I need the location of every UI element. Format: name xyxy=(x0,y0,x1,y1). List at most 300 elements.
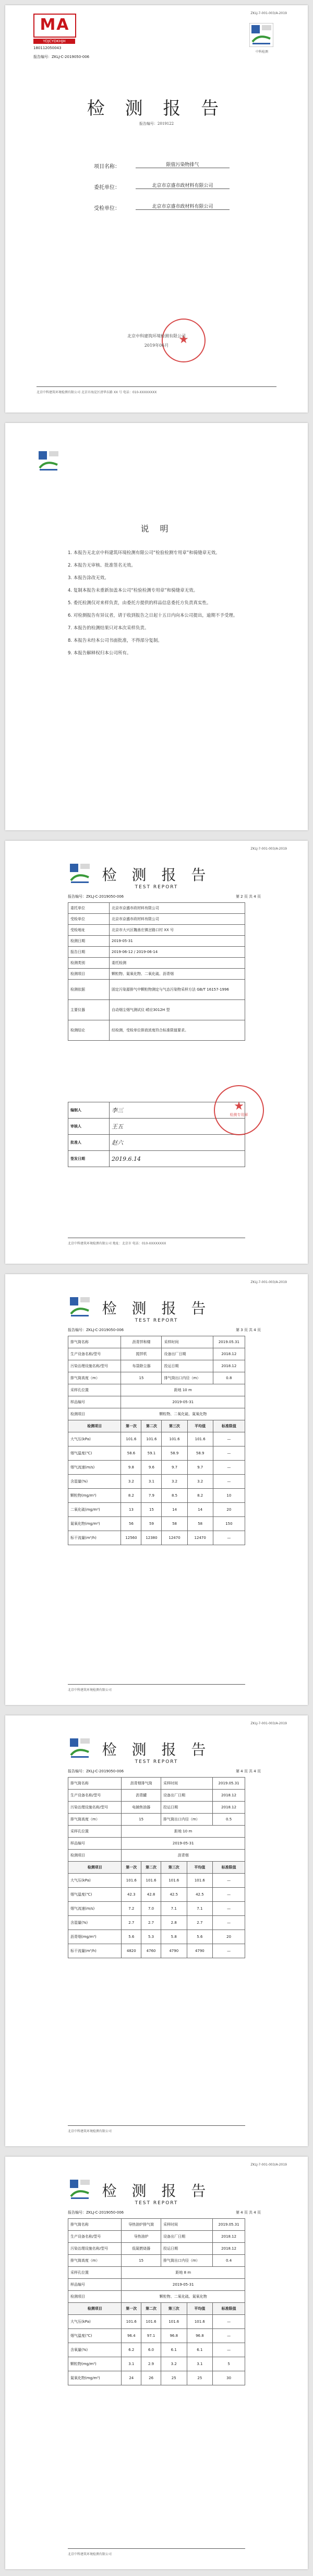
row-label: 大气压(kPa) xyxy=(68,1874,122,1888)
table-row xyxy=(68,1902,245,1916)
data-footer: 北京中科建筑环境检测有限公司 xyxy=(68,2130,112,2133)
column-header: 标准限值 xyxy=(213,1862,245,1874)
row-label: 检测类别 xyxy=(68,958,110,969)
note-item: 5. 委托检测仅对来样负责，由委托方提供的样品信息委托方负责真实性。 xyxy=(68,601,211,606)
notes-title: 说 明 xyxy=(140,524,173,534)
cover-footer: 北京中科建筑环境检测有限公司 北京市海淀区清华东路 XX 号 电话：010-XXXXXXXX xyxy=(37,391,157,394)
table-row xyxy=(68,1020,245,1041)
report-no: 报告编号：ZKLJ-C-2019050-006 xyxy=(68,2210,124,2215)
info-label: 检测项目 xyxy=(68,2291,122,2303)
info-value: 2019-05-31 xyxy=(122,2279,245,2291)
info-label: 采样时间 xyxy=(162,1336,213,1348)
column-header: 第二次 xyxy=(141,1420,162,1432)
info-value: 沥青烟排气筒 xyxy=(122,1778,161,1790)
table-cell: 58.9 xyxy=(162,1446,187,1461)
table-row xyxy=(68,1446,245,1461)
table-cell: — xyxy=(213,1916,245,1930)
table-cell: 14 xyxy=(162,1503,187,1517)
table-row xyxy=(68,1000,245,1020)
row-label: 氮氧化物(mg/m³) xyxy=(68,1517,121,1531)
report-subtitle: TEST REPORT xyxy=(135,1318,178,1323)
table-cell: 26 xyxy=(141,2371,161,2385)
cover-report-code-value: 2019122 xyxy=(157,122,174,126)
info-row xyxy=(68,2243,245,2255)
column-header: 第一次 xyxy=(121,1420,141,1432)
company-logo-icon xyxy=(249,23,273,47)
info-value: 沥青烟 xyxy=(122,1850,245,1862)
info-row xyxy=(68,2219,245,2231)
info-value: 低氮燃烧器 xyxy=(122,2243,161,2255)
table-cell: 2.9 xyxy=(141,2357,161,2371)
row-label: 报告日期 xyxy=(68,947,110,958)
measurement-table xyxy=(68,2218,245,2385)
table-cell: 101.6 xyxy=(161,1874,187,1888)
report-title: 检 测 报 告 xyxy=(102,866,211,884)
table-cell: 2.7 xyxy=(187,1916,213,1930)
table-cell: 25 xyxy=(161,2371,187,2385)
info-value: 15 xyxy=(122,2255,161,2267)
table-cell: 101.6 xyxy=(141,2315,161,2329)
column-header: 第三次 xyxy=(161,1862,187,1874)
table-cell: 101.6 xyxy=(162,1432,187,1446)
basic-footer: 北京中科建筑环境检测有限公司 地址：北京市 电话：010-XXXXXXXX xyxy=(68,1242,166,1245)
cover-report-code-label: 报告编号： xyxy=(139,122,158,126)
info-label: 采样孔位置 xyxy=(68,1384,121,1396)
report-no: 报告编号：ZKLJ-C-2019050-006 xyxy=(68,1328,124,1332)
note-item: 8. 本报告未经本公司书面批准，不得部分复制。 xyxy=(68,638,162,643)
column-header: 检测项目 xyxy=(68,1420,121,1432)
table-cell: 2.7 xyxy=(122,1916,141,1930)
info-label: 排气筒出口内径（m） xyxy=(161,2255,212,2267)
info-label: 污染治理设施名称/型号 xyxy=(68,1360,121,1372)
table-cell: 3.2 xyxy=(162,1475,187,1489)
info-value: 0.5 xyxy=(213,1814,245,1826)
row-value: 北京市京盛市政材料有限公司 xyxy=(110,903,245,914)
table-row xyxy=(68,1930,245,1944)
table-cell: 59.1 xyxy=(141,1446,162,1461)
info-label: 排气筒出口内径（m） xyxy=(161,1814,212,1826)
row-label: 受检地址 xyxy=(68,925,110,936)
table-cell: 101.6 xyxy=(187,1874,213,1888)
table-cell: 97.1 xyxy=(141,2329,161,2343)
seal-star-icon: ★ xyxy=(178,333,189,346)
table-row xyxy=(68,1916,245,1930)
data-page xyxy=(5,1274,308,1705)
table-cell: — xyxy=(213,2329,245,2343)
table-cell: 96.4 xyxy=(122,2329,141,2343)
table-cell: 8.5 xyxy=(162,1489,187,1503)
row-label: 检测结论 xyxy=(68,1020,110,1041)
info-row xyxy=(68,1790,245,1802)
info-label: 检测项目 xyxy=(68,1850,122,1862)
table-row xyxy=(68,1461,245,1475)
data-page xyxy=(5,1715,308,2146)
info-label: 设备出厂日期 xyxy=(161,1790,212,1802)
table-row xyxy=(68,1475,245,1489)
table-cell: 3.2 xyxy=(121,1475,141,1489)
cert-no: 180112050043 xyxy=(33,46,62,50)
sign-label: 签发日期 xyxy=(68,1151,110,1167)
table-cell: — xyxy=(213,1475,245,1489)
info-label: 排气筒名称 xyxy=(68,2219,122,2231)
column-header: 检测项目 xyxy=(68,2303,122,2315)
table-cell: 42.5 xyxy=(187,1888,213,1902)
table-cell: 96.8 xyxy=(161,2329,187,2343)
row-label: 标干流量(m³/h) xyxy=(68,1531,121,1545)
table-cell: 101.6 xyxy=(141,1874,161,1888)
footer-divider xyxy=(37,386,276,387)
info-row xyxy=(68,1802,245,1814)
row-label: 委托单位 xyxy=(68,903,110,914)
table-cell: 2.8 xyxy=(161,1916,187,1930)
page-number: 第 4 页 共 4 页 xyxy=(235,1769,261,1773)
row-label: 受检单位 xyxy=(68,914,110,925)
table-row xyxy=(68,914,245,925)
row-label: 二氧化硫(mg/m³) xyxy=(68,1503,121,1517)
info-label: 生产设备名称/型号 xyxy=(68,2231,122,2243)
info-label: 样品编号 xyxy=(68,1838,122,1850)
page-number: 第 2 页 共 4 页 xyxy=(235,895,261,899)
row-value: 委托检测 xyxy=(110,958,245,969)
table-cell: 5.6 xyxy=(187,1930,213,1944)
info-value: 距地 8 m xyxy=(122,2267,245,2279)
info-label: 样品编号 xyxy=(68,2279,122,2291)
table-row xyxy=(68,1489,245,1503)
info-value: 导热油炉 xyxy=(122,2231,161,2243)
signature: 王五 xyxy=(110,1119,245,1135)
info-label: 采样时间 xyxy=(161,2219,212,2231)
column-header: 第二次 xyxy=(141,1862,161,1874)
note-item: 4. 复制本报告未重新加盖本公司“检验检测专用章”和骑缝章无效。 xyxy=(68,588,198,593)
row-label: 烟气流速(m/s) xyxy=(68,1902,122,1916)
info-value: 15 xyxy=(122,1814,161,1826)
info-label: 排气筒出口内径（m） xyxy=(162,1372,213,1384)
data-footer: 北京中科建筑环境检测有限公司 xyxy=(68,2553,112,2556)
table-row xyxy=(68,1517,245,1531)
column-header: 第一次 xyxy=(122,1862,141,1874)
column-header: 第二次 xyxy=(141,2303,161,2315)
page-number: 第 3 页 共 4 页 xyxy=(235,1328,261,1332)
table-row xyxy=(68,1503,245,1517)
table-cell: 3.1 xyxy=(141,1475,162,1489)
column-header: 第三次 xyxy=(161,2303,187,2315)
info-row xyxy=(68,2255,245,2267)
table-cell: 13 xyxy=(121,1503,141,1517)
sign-row xyxy=(68,1151,245,1167)
header-code: ZKLJ-7-001-003/A-2019 xyxy=(250,1722,287,1725)
info-row xyxy=(68,2231,245,2243)
table-row xyxy=(68,2315,245,2329)
table-row xyxy=(68,969,245,980)
table-cell: 6.2 xyxy=(122,2343,141,2357)
table-cell: 3.1 xyxy=(187,2357,213,2371)
note-item: 3. 本报告涂改无效。 xyxy=(68,575,109,581)
info-label: 样品编号 xyxy=(68,1396,121,1408)
report-no-label: 报告编号： xyxy=(33,55,52,59)
table-cell: 4760 xyxy=(141,1944,161,1958)
note-item: 9. 本报告解释权归本公司所有。 xyxy=(68,651,131,656)
table-cell: 12470 xyxy=(187,1531,213,1545)
info-label: 检测项目 xyxy=(68,1408,121,1420)
row-label: 颗粒物(mg/m³) xyxy=(68,2357,122,2371)
row-label: 大气压(kPa) xyxy=(68,1432,121,1446)
table-cell: 5.8 xyxy=(161,1930,187,1944)
info-value: 布袋除尘器 xyxy=(121,1360,162,1372)
table-cell: 5.3 xyxy=(141,1930,161,1944)
info-label: 投运日期 xyxy=(161,1802,212,1814)
table-cell: — xyxy=(213,1944,245,1958)
note-item: 2. 本报告无审核、批准签名无效。 xyxy=(68,563,136,568)
table-cell: 20 xyxy=(213,1503,245,1517)
table-cell: 6.0 xyxy=(141,2343,161,2357)
table-row xyxy=(68,1888,245,1902)
table-cell: 9.8 xyxy=(121,1461,141,1475)
row-label: 含湿量(%) xyxy=(68,1475,121,1489)
table-row xyxy=(68,958,245,969)
table-cell: 101.6 xyxy=(121,1432,141,1446)
table-cell: 101.6 xyxy=(187,2315,213,2329)
table-row xyxy=(68,1432,245,1446)
info-value: 2019.05.31 xyxy=(213,1778,245,1790)
table-cell: 56 xyxy=(121,1517,141,1531)
row-label: 检测项目 xyxy=(68,969,110,980)
note-item: 1. 本报告无北京中科建筑环境检测有限公司“检验检测专用章”和骑缝章无效。 xyxy=(68,550,220,556)
column-header: 标准限值 xyxy=(213,1420,245,1432)
table-cell: 12380 xyxy=(141,1531,162,1545)
table-cell: 7.1 xyxy=(161,1902,187,1916)
info-label: 设备出厂日期 xyxy=(162,1348,213,1360)
info-label: 污染治理设施名称/型号 xyxy=(68,2243,122,2255)
info-row xyxy=(68,1408,245,1420)
table-cell: — xyxy=(213,1888,245,1902)
table-cell: — xyxy=(213,1902,245,1916)
basic-info-table xyxy=(68,902,245,1041)
field-label: 受检单位： xyxy=(94,206,120,211)
table-cell: 6.1 xyxy=(187,2343,213,2357)
info-row xyxy=(68,1348,245,1360)
table-cell: 4820 xyxy=(122,1944,141,1958)
cover-page xyxy=(5,5,308,413)
info-value: 颗粒物、二氧化硫、氮氧化物 xyxy=(122,2291,245,2303)
info-value: 2019-05-31 xyxy=(122,1838,245,1850)
table-cell: — xyxy=(213,1461,245,1475)
table-row xyxy=(68,947,245,958)
table-cell: 24 xyxy=(122,2371,141,2385)
notes-list xyxy=(68,548,261,661)
table-cell: 96.8 xyxy=(187,2329,213,2343)
table-cell: 9.6 xyxy=(141,1461,162,1475)
column-header: 第三次 xyxy=(162,1420,187,1432)
table-cell: 25 xyxy=(187,2371,213,2385)
info-value: 电捕焦油器 xyxy=(122,1802,161,1814)
info-value: 0.4 xyxy=(213,2255,245,2267)
row-label: 含湿量(%) xyxy=(68,1916,122,1930)
table-row xyxy=(68,1874,245,1888)
info-row xyxy=(68,1826,245,1838)
page-number: 第 4 页 共 4 页 xyxy=(235,2210,261,2215)
row-label: 烟气温度(℃) xyxy=(68,2329,122,2343)
table-cell: 3.2 xyxy=(161,2357,187,2371)
row-label: 主要仪器 xyxy=(68,1000,110,1020)
table-row xyxy=(68,2371,245,2385)
info-label: 污染治理设施名称/型号 xyxy=(68,1802,122,1814)
table-cell: 10 xyxy=(213,1489,245,1503)
info-row xyxy=(68,2291,245,2303)
table-cell: 6.1 xyxy=(161,2343,187,2357)
table-cell: 101.6 xyxy=(122,1874,141,1888)
table-cell: 12560 xyxy=(121,1531,141,1545)
table-cell: — xyxy=(213,2315,245,2329)
table-cell: 5 xyxy=(213,2357,245,2371)
table-row xyxy=(68,903,245,914)
info-value: 2019-05-31 xyxy=(121,1396,245,1408)
table-cell: 59 xyxy=(141,1517,162,1531)
report-subtitle: TEST REPORT xyxy=(135,2201,178,2206)
notes-page xyxy=(5,423,308,830)
row-label: 氮氧化物(mg/m³) xyxy=(68,2371,122,2385)
table-row xyxy=(68,2343,245,2357)
info-value: 搅拌机 xyxy=(121,1348,162,1360)
sign-label: 批准人 xyxy=(68,1135,110,1151)
seal-text: 检测专用章 xyxy=(230,1113,248,1117)
info-label: 排气筒高度（m） xyxy=(68,2255,122,2267)
info-value: 2018.12 xyxy=(213,1360,245,1372)
table-cell: 12470 xyxy=(162,1531,187,1545)
row-label: 检测依据 xyxy=(68,980,110,1000)
info-row xyxy=(68,1838,245,1850)
issuer: 北京中科建筑环境检测有限公司 xyxy=(127,334,186,338)
data-footer: 北京中科建筑环境检测有限公司 xyxy=(68,1688,112,1692)
info-label: 采样时间 xyxy=(161,1778,212,1790)
cma-logo xyxy=(33,14,75,44)
info-label: 采样孔位置 xyxy=(68,1826,122,1838)
table-row xyxy=(68,936,245,947)
measurement-table xyxy=(68,1777,245,1958)
report-no-line xyxy=(33,54,89,60)
field-value: 北京市京盛市政材料有限公司 xyxy=(136,203,230,210)
info-row xyxy=(68,1396,245,1408)
table-cell: 8.2 xyxy=(187,1489,213,1503)
header-code: ZKLJ-7-001-003/A-2019 xyxy=(250,1280,287,1284)
report-no: ZKLJ-C-2019050-006 xyxy=(52,55,90,59)
table-cell: 58 xyxy=(162,1517,187,1531)
signature: 赵六 xyxy=(110,1135,245,1151)
note-item: 6. 对检测报告有异议者，请于收到报告之日起十五日内向本公司提出，逾期不予受理。 xyxy=(68,613,238,618)
table-cell: 9.7 xyxy=(162,1461,187,1475)
note-item: 7. 本报告的检测结果只对本次采样负责。 xyxy=(68,626,149,631)
table-cell: 30 xyxy=(213,2371,245,2385)
table-cell: 5.6 xyxy=(122,1930,141,1944)
company-seal xyxy=(162,319,206,362)
info-value: 2018.12 xyxy=(213,1790,245,1802)
report-title: 检 测 报 告 xyxy=(102,1741,211,1758)
info-row xyxy=(68,1360,245,1372)
table-header-row xyxy=(68,2303,245,2315)
info-row xyxy=(68,2267,245,2279)
table-cell: — xyxy=(213,2343,245,2357)
info-value: 0.8 xyxy=(213,1372,245,1384)
cover-title: 检 测 报 告 xyxy=(87,98,226,119)
info-value: 沥青拌和楼 xyxy=(121,1336,162,1348)
column-header: 第一次 xyxy=(122,2303,141,2315)
info-label: 排气筒高度（m） xyxy=(68,1814,122,1826)
sign-label: 审核人 xyxy=(68,1119,110,1135)
info-label: 排气筒名称 xyxy=(68,1778,122,1790)
table-cell: 9.7 xyxy=(187,1461,213,1475)
table-row xyxy=(68,980,245,1000)
table-cell: 2.7 xyxy=(141,1916,161,1930)
column-header: 标准限值 xyxy=(213,2303,245,2315)
row-value: 2019-06-12 / 2019-06-14 xyxy=(110,947,245,958)
data-page xyxy=(5,2157,308,2569)
info-label: 排气筒名称 xyxy=(68,1336,121,1348)
table-cell: 150 xyxy=(213,1517,245,1531)
table-cell: 14 xyxy=(187,1503,213,1517)
info-value: 颗粒物、二氧化硫、氮氧化物 xyxy=(121,1408,245,1420)
info-value: 2018.12 xyxy=(213,2231,245,2243)
logo-caption: 中科检测 xyxy=(255,50,268,54)
table-cell: 15 xyxy=(141,1503,162,1517)
info-value: 2019.05.31 xyxy=(213,2219,245,2231)
table-cell: 101.6 xyxy=(187,1432,213,1446)
row-value: 北京市京盛市政材料有限公司 xyxy=(110,914,245,925)
info-label: 投运日期 xyxy=(162,1360,213,1372)
row-label: 标干流量(m³/h) xyxy=(68,1944,122,1958)
column-header: 平均值 xyxy=(187,2303,213,2315)
info-row xyxy=(68,1336,245,1348)
info-row xyxy=(68,2279,245,2291)
info-value: 2018.12 xyxy=(213,1348,245,1360)
info-label: 采样孔位置 xyxy=(68,2267,122,2279)
table-cell: 58 xyxy=(187,1517,213,1531)
issue-date: 2019年06月 xyxy=(144,343,169,348)
info-label: 设备出厂日期 xyxy=(161,2231,212,2243)
cma-mark: MA xyxy=(33,14,76,38)
seal-star-icon: ★ xyxy=(234,1100,244,1113)
info-row xyxy=(68,1384,245,1396)
header-code: ZKLJ-7-001-003/A-2019 xyxy=(250,2163,287,2167)
info-label: 生产设备名称/型号 xyxy=(68,1790,122,1802)
info-row xyxy=(68,1814,245,1826)
info-value: 沥青罐 xyxy=(122,1790,161,1802)
sign-row xyxy=(68,1135,245,1151)
table-row xyxy=(68,1531,245,1545)
row-label: 烟气流速(m/s) xyxy=(68,1461,121,1475)
row-value: 2019-05-31 xyxy=(110,936,245,947)
info-row xyxy=(68,1372,245,1384)
table-cell: 58.6 xyxy=(121,1446,141,1461)
field-label: 项目名称： xyxy=(94,164,120,170)
row-value: 经检测，受检单位排放浓度符合标准限值要求。 xyxy=(110,1020,245,1041)
sign-label: 编制人 xyxy=(68,1102,110,1119)
column-header: 检测项目 xyxy=(68,1862,122,1874)
info-value: 距地 10 m xyxy=(121,1384,245,1396)
table-cell: 7.9 xyxy=(141,1489,162,1503)
table-cell: 7.0 xyxy=(141,1902,161,1916)
footer-divider xyxy=(68,2125,245,2126)
row-label: 烟气温度(℃) xyxy=(68,1888,122,1902)
cover-report-code xyxy=(5,121,308,126)
table-header-row xyxy=(68,1420,245,1432)
row-label: 沥青烟(mg/m³) xyxy=(68,1930,122,1944)
report-title: 检 测 报 告 xyxy=(102,1300,211,1317)
report-no: 报告编号：ZKLJ-C-2019050-006 xyxy=(68,1769,124,1773)
info-row xyxy=(68,1778,245,1790)
signature: 李三 xyxy=(110,1102,245,1119)
table-cell: 7.2 xyxy=(122,1902,141,1916)
table-cell: 3.1 xyxy=(122,2357,141,2371)
column-header: 平均值 xyxy=(187,1862,213,1874)
